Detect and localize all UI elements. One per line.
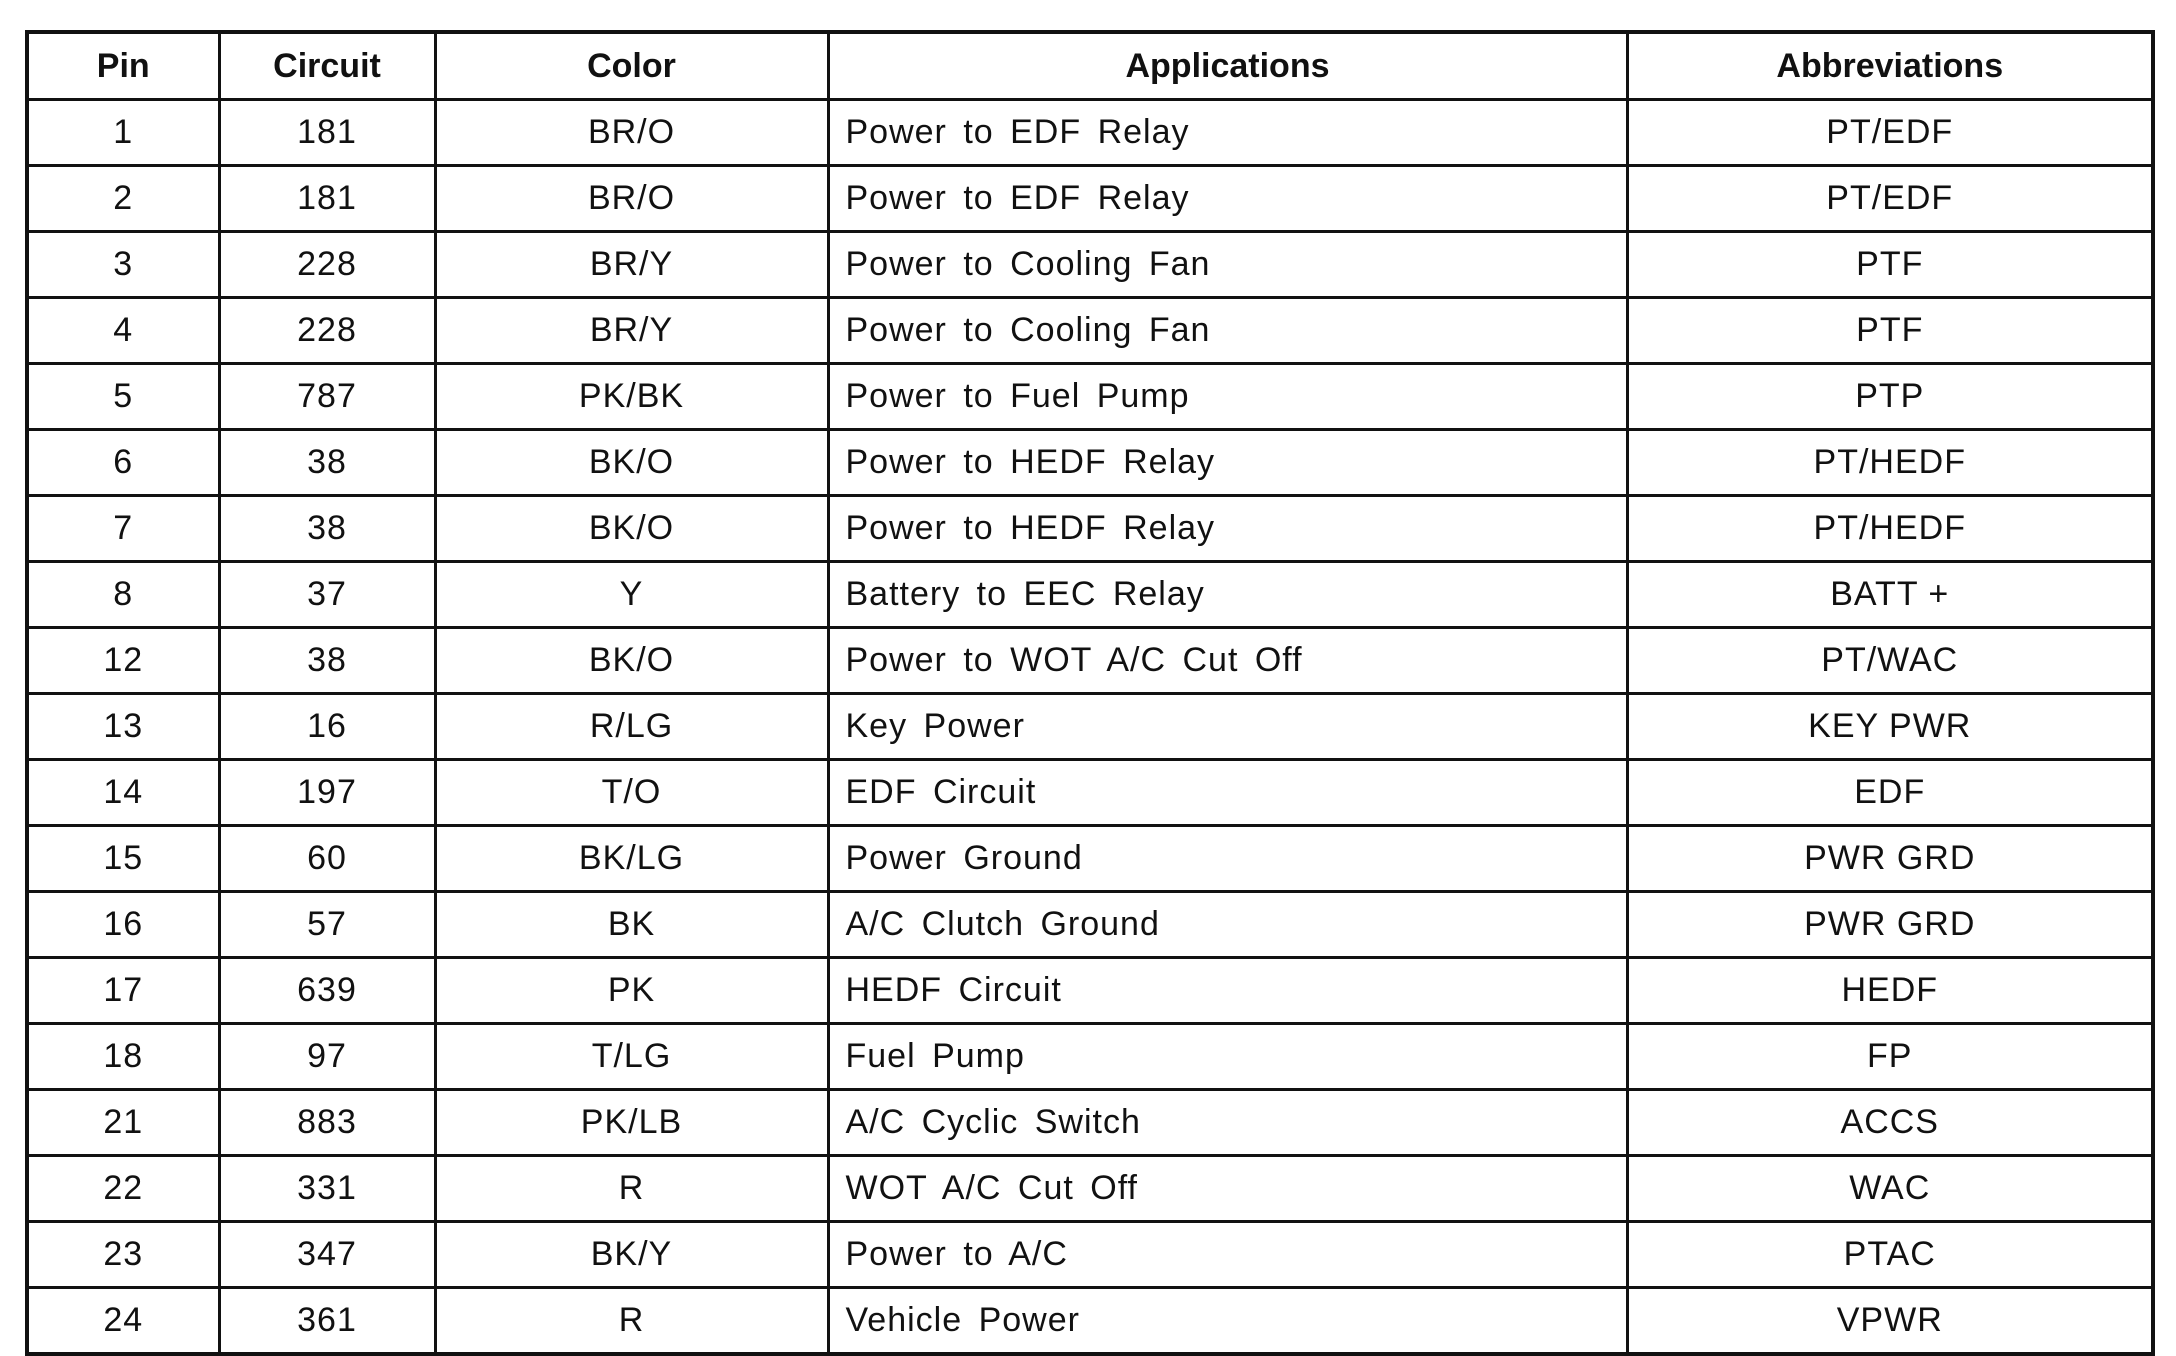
table-row	[27, 694, 2153, 760]
cell-circuit: 181	[219, 100, 435, 166]
cell-abbreviation: PTF	[1627, 232, 2153, 298]
table-row	[27, 1288, 2153, 1355]
table-row	[27, 760, 2153, 826]
cell-color: PK/BK	[435, 364, 828, 430]
cell-abbreviation: VPWR	[1627, 1288, 2153, 1355]
cell-circuit: 347	[219, 1222, 435, 1288]
cell-abbreviation: HEDF	[1627, 958, 2153, 1024]
header-pin: Pin	[27, 32, 219, 100]
cell-pin: 6	[27, 430, 219, 496]
table-row	[27, 1090, 2153, 1156]
cell-abbreviation: PTF	[1627, 298, 2153, 364]
cell-application: A/C Clutch Ground	[828, 892, 1627, 958]
cell-circuit: 197	[219, 760, 435, 826]
table-row	[27, 892, 2153, 958]
cell-color: BR/O	[435, 100, 828, 166]
cell-abbreviation: PT/WAC	[1627, 628, 2153, 694]
cell-application: Key Power	[828, 694, 1627, 760]
cell-abbreviation: PT/HEDF	[1627, 496, 2153, 562]
cell-pin: 3	[27, 232, 219, 298]
table-row	[27, 1156, 2153, 1222]
cell-color: BK/LG	[435, 826, 828, 892]
table-row	[27, 496, 2153, 562]
cell-pin: 2	[27, 166, 219, 232]
cell-application: Power to Cooling Fan	[828, 298, 1627, 364]
cell-pin: 16	[27, 892, 219, 958]
table-row	[27, 1024, 2153, 1090]
table-row	[27, 430, 2153, 496]
cell-pin: 17	[27, 958, 219, 1024]
cell-pin: 22	[27, 1156, 219, 1222]
cell-pin: 14	[27, 760, 219, 826]
cell-circuit: 16	[219, 694, 435, 760]
cell-abbreviation: WAC	[1627, 1156, 2153, 1222]
cell-color: T/O	[435, 760, 828, 826]
cell-application: Battery to EEC Relay	[828, 562, 1627, 628]
cell-pin: 13	[27, 694, 219, 760]
cell-application: Power Ground	[828, 826, 1627, 892]
cell-circuit: 228	[219, 232, 435, 298]
cell-application: Fuel Pump	[828, 1024, 1627, 1090]
cell-pin: 15	[27, 826, 219, 892]
cell-circuit: 60	[219, 826, 435, 892]
table-row	[27, 826, 2153, 892]
cell-color: PK	[435, 958, 828, 1024]
cell-pin: 7	[27, 496, 219, 562]
cell-circuit: 787	[219, 364, 435, 430]
cell-abbreviation: PT/EDF	[1627, 100, 2153, 166]
cell-abbreviation: BATT +	[1627, 562, 2153, 628]
cell-abbreviation: PTAC	[1627, 1222, 2153, 1288]
cell-color: R/LG	[435, 694, 828, 760]
cell-circuit: 331	[219, 1156, 435, 1222]
cell-color: BK	[435, 892, 828, 958]
cell-color: BK/Y	[435, 1222, 828, 1288]
cell-abbreviation: PWR GRD	[1627, 826, 2153, 892]
cell-circuit: 883	[219, 1090, 435, 1156]
cell-pin: 18	[27, 1024, 219, 1090]
cell-circuit: 37	[219, 562, 435, 628]
cell-abbreviation: PT/EDF	[1627, 166, 2153, 232]
header-abbreviations: Abbreviations	[1627, 32, 2153, 100]
table-row	[27, 562, 2153, 628]
cell-application: Power to EDF Relay	[828, 100, 1627, 166]
cell-circuit: 361	[219, 1288, 435, 1355]
cell-circuit: 639	[219, 958, 435, 1024]
cell-color: PK/LB	[435, 1090, 828, 1156]
cell-abbreviation: FP	[1627, 1024, 2153, 1090]
cell-application: Power to Fuel Pump	[828, 364, 1627, 430]
header-applications: Applications	[828, 32, 1627, 100]
cell-pin: 4	[27, 298, 219, 364]
header-circuit: Circuit	[219, 32, 435, 100]
table-row	[27, 232, 2153, 298]
cell-pin: 1	[27, 100, 219, 166]
table-row	[27, 1222, 2153, 1288]
cell-application: EDF Circuit	[828, 760, 1627, 826]
table-body	[27, 100, 2153, 1355]
cell-color: R	[435, 1288, 828, 1355]
cell-color: Y	[435, 562, 828, 628]
cell-pin: 24	[27, 1288, 219, 1355]
table-row	[27, 298, 2153, 364]
table-row	[27, 100, 2153, 166]
header-color: Color	[435, 32, 828, 100]
cell-color: BR/Y	[435, 232, 828, 298]
cell-circuit: 38	[219, 496, 435, 562]
cell-color: BK/O	[435, 430, 828, 496]
pin-circuit-table	[25, 30, 2155, 1356]
cell-pin: 23	[27, 1222, 219, 1288]
cell-circuit: 57	[219, 892, 435, 958]
cell-color: BK/O	[435, 628, 828, 694]
cell-abbreviation: ACCS	[1627, 1090, 2153, 1156]
cell-application: Power to A/C	[828, 1222, 1627, 1288]
header-row	[27, 32, 2153, 100]
cell-pin: 12	[27, 628, 219, 694]
cell-application: Vehicle Power	[828, 1288, 1627, 1355]
cell-pin: 21	[27, 1090, 219, 1156]
cell-application: WOT A/C Cut Off	[828, 1156, 1627, 1222]
cell-circuit: 97	[219, 1024, 435, 1090]
cell-pin: 5	[27, 364, 219, 430]
cell-application: Power to WOT A/C Cut Off	[828, 628, 1627, 694]
table-row	[27, 628, 2153, 694]
cell-abbreviation: EDF	[1627, 760, 2153, 826]
cell-color: T/LG	[435, 1024, 828, 1090]
cell-color: R	[435, 1156, 828, 1222]
cell-circuit: 228	[219, 298, 435, 364]
cell-abbreviation: KEY PWR	[1627, 694, 2153, 760]
cell-circuit: 181	[219, 166, 435, 232]
table-row	[27, 958, 2153, 1024]
cell-pin: 8	[27, 562, 219, 628]
cell-application: Power to HEDF Relay	[828, 430, 1627, 496]
cell-abbreviation: PT/HEDF	[1627, 430, 2153, 496]
cell-application: Power to Cooling Fan	[828, 232, 1627, 298]
cell-application: HEDF Circuit	[828, 958, 1627, 1024]
cell-application: A/C Cyclic Switch	[828, 1090, 1627, 1156]
cell-abbreviation: PTP	[1627, 364, 2153, 430]
cell-abbreviation: PWR GRD	[1627, 892, 2153, 958]
cell-color: BR/Y	[435, 298, 828, 364]
table-row	[27, 166, 2153, 232]
cell-application: Power to EDF Relay	[828, 166, 1627, 232]
table-header	[27, 32, 2153, 100]
cell-color: BR/O	[435, 166, 828, 232]
cell-application: Power to HEDF Relay	[828, 496, 1627, 562]
cell-circuit: 38	[219, 628, 435, 694]
cell-circuit: 38	[219, 430, 435, 496]
table-row	[27, 364, 2153, 430]
cell-color: BK/O	[435, 496, 828, 562]
